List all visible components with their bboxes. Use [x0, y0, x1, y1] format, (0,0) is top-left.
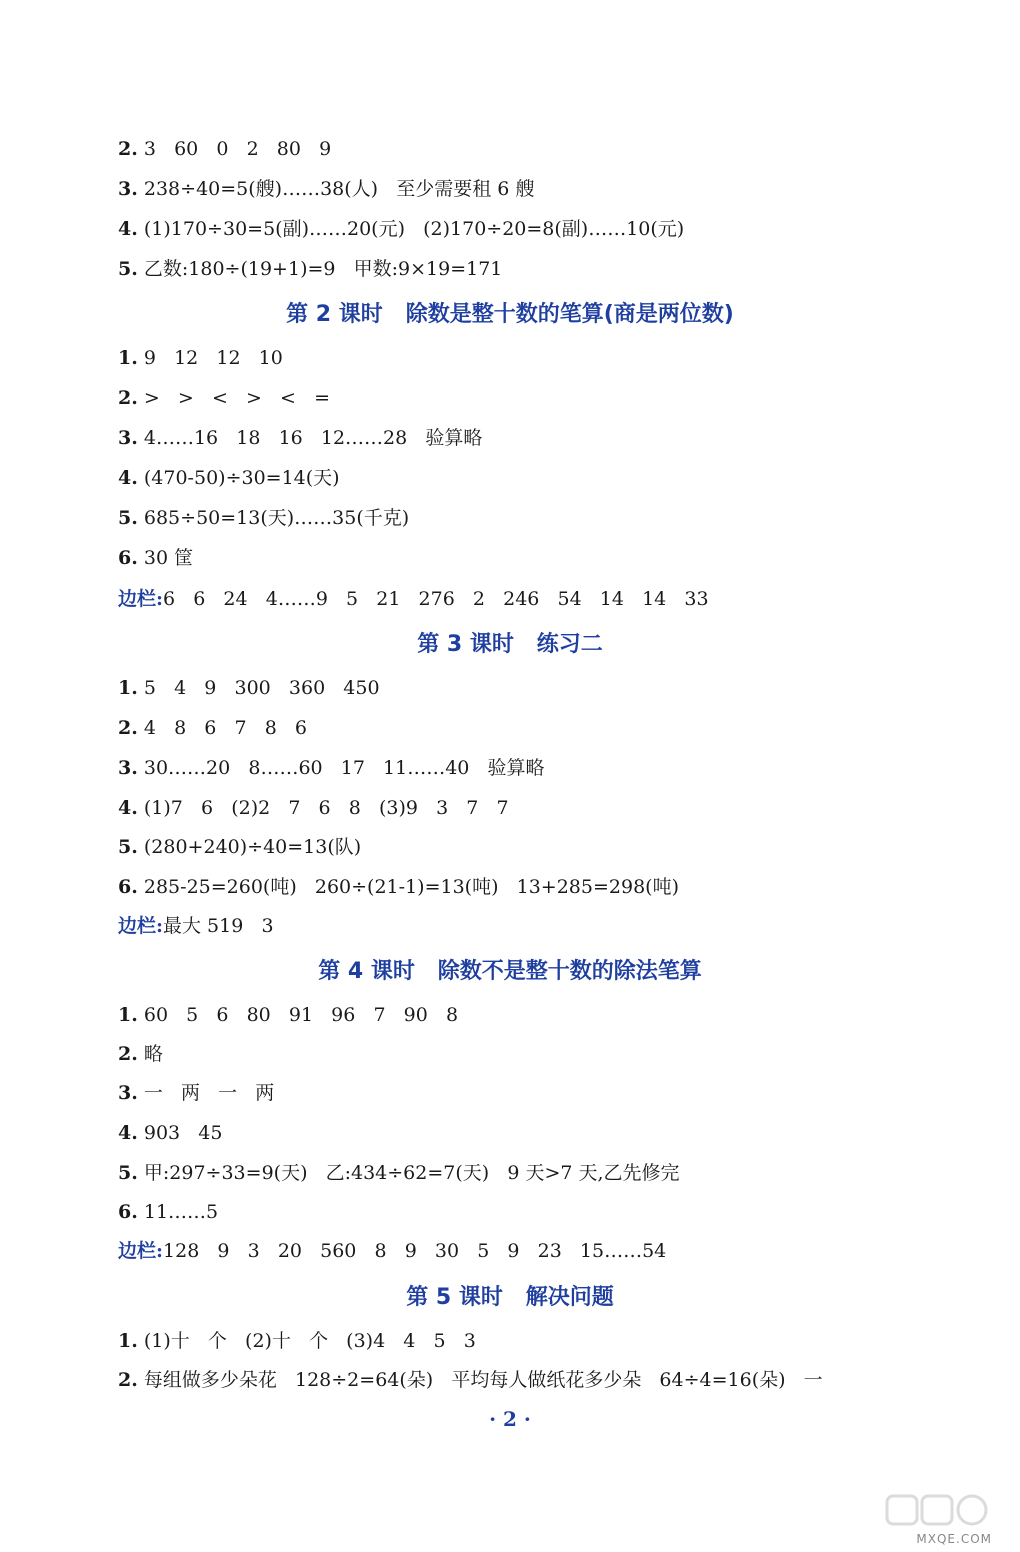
section-heading: 第 5 课时 解决问题: [406, 1285, 614, 1310]
answer-line: 3. 30……20 8……60 17 11……40 验算略: [118, 757, 545, 779]
answer-line: 2. 4 8 6 7 8 6: [118, 717, 308, 739]
answer-line: 3. 238÷40=5(艘)……38(人) 至少需要租 6 艘: [118, 178, 535, 200]
section-heading: 第 4 课时 除数不是整十数的除法笔算: [318, 959, 702, 984]
section-heading: 第 2 课时 除数是整十数的笔算(商是两位数): [286, 302, 734, 327]
answer-line: 3. 一 两 一 两: [118, 1082, 275, 1104]
answer-line: 3. 4……16 18 16 12……28 验算略: [118, 427, 483, 449]
answer-line: 4. (1)7 6 (2)2 7 6 8 (3)9 3 7 7: [118, 797, 509, 819]
page-number: · 2 ·: [489, 1407, 531, 1431]
answer-line: 6. 30 筐: [118, 547, 194, 569]
answer-line: 5. 685÷50=13(天)……35(千克): [118, 507, 410, 529]
answer-line: 2. 3 60 0 2 80 9: [118, 138, 332, 160]
answer-line: 4. (1)170÷30=5(副)……20(元) (2)170÷20=8(副)……10(元): [118, 218, 685, 240]
answer-line: 1. 9 12 12 10: [118, 347, 283, 369]
answer-line: 6. 285-25=260(吨) 260÷(21-1)=13(吨) 13+285=298(吨): [118, 876, 679, 898]
watermark-text: MXQE.COM: [916, 1532, 992, 1546]
answer-line: 1. 5 4 9 300 360 450: [118, 677, 380, 699]
sidebar-line: 边栏:最大 519 3: [118, 915, 274, 937]
answer-line: 2. 每组做多少朵花 128÷2=64(朵) 平均每人做纸花多少朵 64÷4=16(朵) 一: [118, 1369, 823, 1391]
answer-line: 5. 甲:297÷33=9(天) 乙:434÷62=7(天) 9 天>7 天,乙先修完: [118, 1162, 680, 1184]
sidebar-line: 边栏:6 6 24 4……9 5 21 276 2 246 54 14 14 33: [118, 588, 709, 610]
answer-line: 2. 略: [118, 1043, 163, 1065]
answer-line: 6. 11……5: [118, 1201, 219, 1223]
answer-line: 4. (470-50)÷30=14(天): [118, 467, 340, 489]
answer-line: 4. 903 45: [118, 1122, 223, 1144]
answer-line: 1. 60 5 6 80 91 96 7 90 8: [118, 1004, 459, 1026]
answer-line: 5. (280+240)÷40=13(队): [118, 836, 362, 858]
answer-line: 5. 乙数:180÷(19+1)=9 甲数:9×19=171: [118, 258, 503, 280]
answer-line: 2. > > < > < =: [118, 387, 330, 409]
answer-line: 1. (1)十 个 (2)十 个 (3)4 4 5 3: [118, 1330, 476, 1352]
sidebar-line: 边栏:128 9 3 20 560 8 9 30 5 9 23 15……54: [118, 1240, 667, 1262]
section-heading: 第 3 课时 练习二: [417, 632, 603, 657]
